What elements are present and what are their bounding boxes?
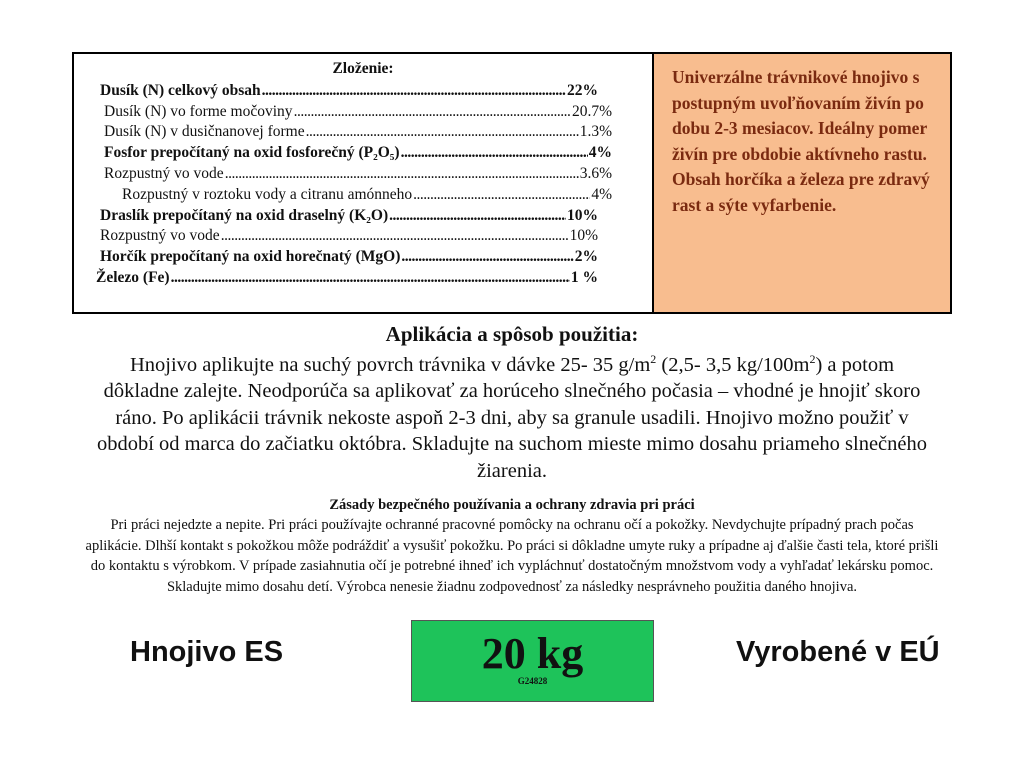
composition-label: Železo (Fe) xyxy=(96,268,170,286)
leader-dots xyxy=(306,122,579,143)
composition-value: 10% xyxy=(567,206,598,224)
composition-panel xyxy=(74,54,654,312)
composition-label: Rozpustný vo vode xyxy=(100,227,220,245)
application-text-part3: ) a potom dôkladne zalejte. Neodporúča sa aplikovať za horúceho slnečného počasia – vhodné je hnojiť skoro ráno. Po aplikácii trávnik nekoste aspoň 2-3 dni, aby sa granule usadili. Hnojivo možno použiť v období od marca do začiatku októbra. Skladujte na suchom mieste mimo dosahu priameho slnečného žiarenia. xyxy=(96,353,928,482)
safety-title: Zásady bezpečného používania a ochrany zdravia pri práci xyxy=(329,497,695,513)
composition-row xyxy=(74,268,652,289)
composition-row xyxy=(74,81,652,102)
composition-value: 3.6% xyxy=(579,164,612,182)
composition-value: 22% xyxy=(567,81,598,99)
composition-value: 1 % xyxy=(570,268,598,286)
application-text-part2: (2,5- 3,5 kg/100m xyxy=(656,353,810,376)
composition-label: Fosfor prepočítaný na oxid fosforečný (P₂O₅) xyxy=(104,144,400,162)
composition-row xyxy=(74,185,652,206)
leader-dots xyxy=(294,102,571,123)
composition-value: 1.3% xyxy=(579,123,612,141)
product-code: G24828 xyxy=(517,676,548,686)
leader-dots xyxy=(262,81,566,102)
composition-value: 10% xyxy=(569,227,598,245)
leader-dots xyxy=(225,164,579,185)
weight-box xyxy=(411,620,654,702)
product-description: Univerzálne trávnikové hnojivo s postupným uvoľňovaním živín po dobu 2-3 mesiacov. Ideálny pomer živín pre obdobie aktívneho rastu. Obsah horčíka a železa pre zdravý rast a sýte vyfarbenie. xyxy=(654,54,950,312)
composition-label: Rozpustný v roztoku vody a citranu amónneho xyxy=(122,185,413,203)
application-sup1: 2 xyxy=(650,352,657,366)
leader-dots xyxy=(401,143,588,164)
application-sup2: 2 xyxy=(809,352,816,366)
composition-row xyxy=(74,122,652,143)
composition-label: Draslík prepočítaný na oxid draselný (K₂O) xyxy=(100,206,389,224)
composition-row xyxy=(74,102,652,123)
composition-label: Dusík (N) celkový obsah xyxy=(100,81,261,99)
leader-dots xyxy=(171,268,570,289)
leader-dots xyxy=(389,206,566,227)
leader-dots xyxy=(221,226,569,247)
composition-label: Dusík (N) vo forme močoviny xyxy=(104,102,293,120)
composition-row xyxy=(74,143,652,164)
composition-row xyxy=(74,247,652,268)
composition-title: Zloženie: xyxy=(332,60,394,77)
composition-box xyxy=(72,52,952,314)
safety-text: Pri práci nejedzte a nepite. Pri práci používajte ochranné pracovné pomôcky na ochranu očí a pokožky. Nevdychujte prípadný prach počas aplikácie. Dlhší kontakt s pokožkou môže podráždiť a vysušiť pokožku. Po práci si dôkladne umyte ruky a prípadne aj ďalšie časti tela, ktoré prišli do kontaktu s výrobkom. V prípade zasiahnutia očí je potrebné ihneď ich vypláchnuť dostatočným množstvom vody a vyhľadať lekársku pomoc. Skladujte mimo dosahu detí. Výrobca nenesie žiadnu zodpovednosť za následky nesprávneho použitia daného hnojiva. xyxy=(85,517,939,595)
weight-value: 20 kg xyxy=(481,629,584,678)
composition-label: Dusík (N) v dusičnanovej forme xyxy=(104,123,305,141)
application-text-part1: Hnojivo aplikujte na suchý povrch trávnika v dávke 25- 35 g/m xyxy=(129,353,651,376)
composition-row xyxy=(74,226,652,247)
composition-list xyxy=(74,81,652,289)
composition-label: Rozpustný vo vode xyxy=(104,164,224,182)
made-in-label: Vyrobené v EÚ xyxy=(736,636,940,668)
composition-value: 4% xyxy=(588,144,612,162)
composition-value: 20.7% xyxy=(571,102,612,120)
composition-value: 2% xyxy=(574,248,598,266)
composition-row xyxy=(74,164,652,185)
leader-dots xyxy=(413,185,590,206)
composition-row xyxy=(74,206,652,227)
application-text xyxy=(92,346,932,484)
leader-dots xyxy=(401,247,573,268)
composition-value: 4% xyxy=(591,185,612,203)
composition-label: Horčík prepočítaný na oxid horečnatý (MgO) xyxy=(100,248,401,266)
fertilizer-type-label: Hnojivo ES xyxy=(130,636,284,668)
application-title: Aplikácia a spôsob použitia: xyxy=(385,322,639,346)
